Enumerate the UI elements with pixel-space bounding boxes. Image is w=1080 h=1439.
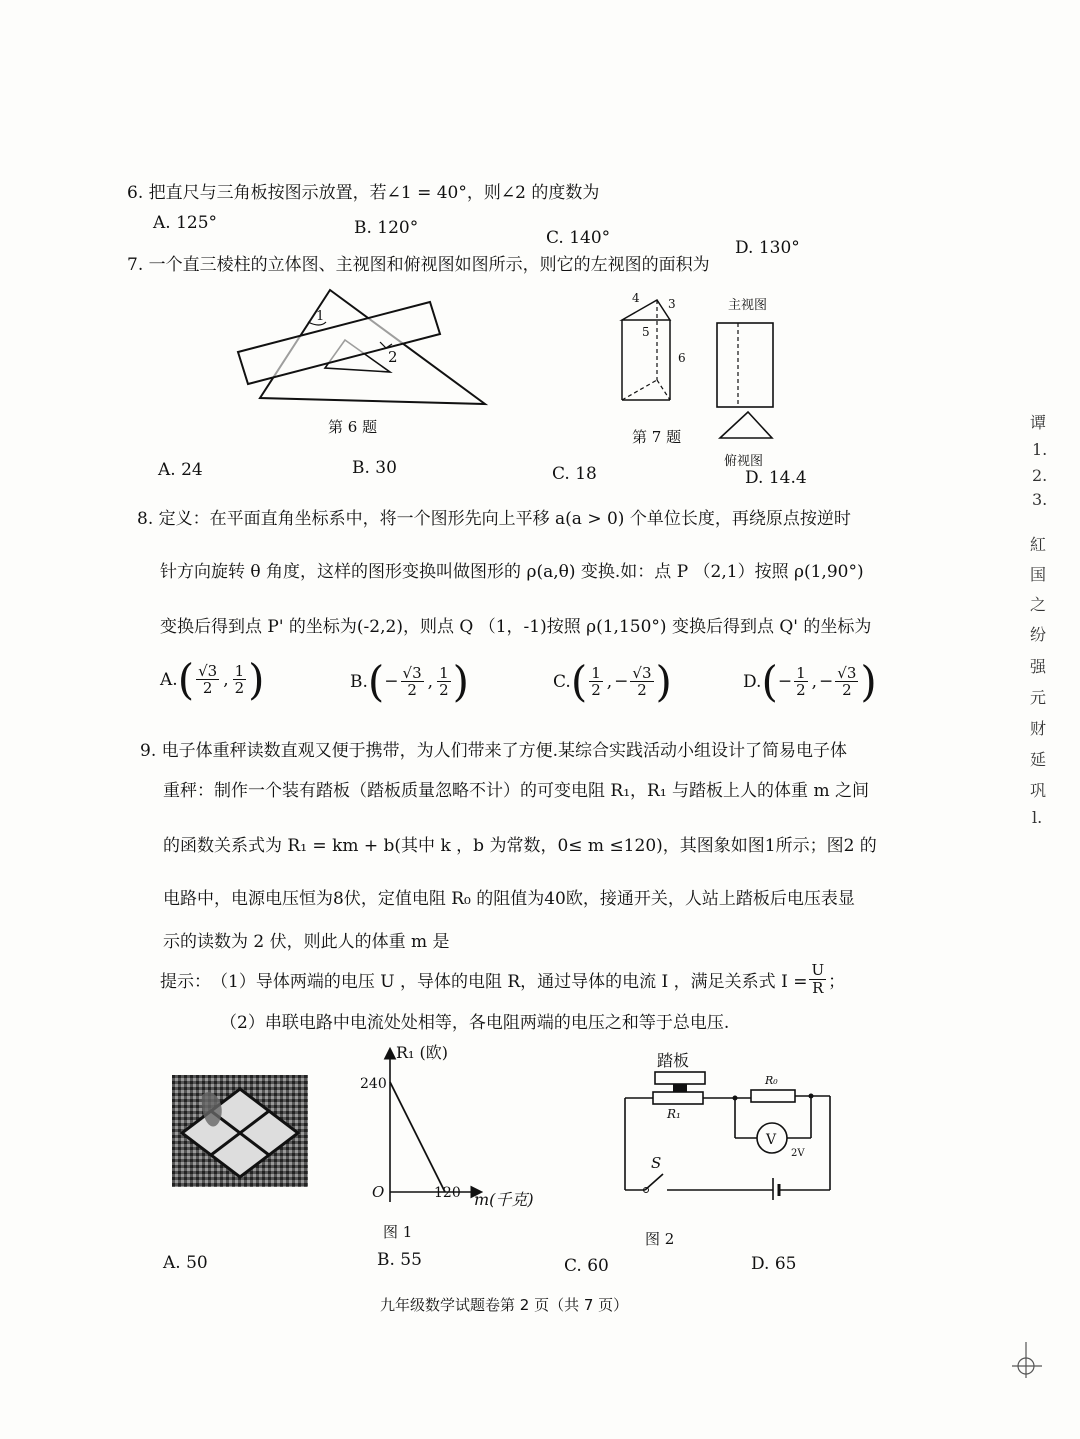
margin-note: 延 [1030, 750, 1047, 769]
fraction [233, 663, 247, 697]
margin-note: 强 [1030, 657, 1047, 676]
fraction [437, 665, 451, 699]
fig1-graph [350, 1042, 550, 1217]
q6-figure [230, 282, 495, 412]
r0-label: R₀ [765, 1074, 778, 1087]
switch-label: S [651, 1154, 662, 1172]
y-component [614, 665, 655, 699]
option-label: D. [743, 671, 762, 692]
option-label: B. [350, 671, 368, 692]
x-component [194, 663, 221, 697]
pedal [655, 1072, 705, 1084]
q9-line5: 示的读数为 2 伏，则此人的体重 m 是 [163, 932, 450, 952]
numerator: √3 [632, 663, 652, 682]
margin-note: 紅 [1030, 535, 1047, 554]
minus-sign: − [819, 671, 834, 691]
q9-option-c: C. 60 [564, 1256, 609, 1276]
q9-option-b: B. 55 [377, 1250, 422, 1270]
front-view-label: 主视图 [728, 298, 768, 313]
q6-option-b: B. 120° [354, 218, 419, 238]
q7-option-b: B. 30 [352, 458, 397, 478]
dim-5: 5 [642, 325, 650, 339]
x-component [587, 665, 605, 699]
fraction [630, 665, 653, 699]
margin-note: 谭 [1030, 413, 1047, 432]
margin-note: 1. [1032, 440, 1048, 459]
y-axis-label: R₁ (欧) [396, 1043, 449, 1062]
q7-option-c: C. 18 [552, 464, 597, 484]
hint-label: 提示： [160, 971, 211, 992]
q7-prism [612, 290, 692, 410]
r1-label: R₁ [667, 1107, 681, 1121]
coordinate-vector: ( − $\frac{1}{2}$ , − $\frac{√3}{2}$ ) [761, 657, 877, 706]
option-label: C. [553, 671, 571, 692]
coordinate-vector: ( − $\frac{√3}{2}$ , $\frac{1}{2}$ ) [367, 657, 469, 706]
scale-photo [172, 1075, 308, 1187]
q6-option-c: C. 140° [546, 228, 611, 248]
denominator: 2 [591, 681, 601, 699]
numerator: √3 [402, 663, 422, 682]
option-label: A. [160, 669, 178, 690]
margin-note: l. [1032, 808, 1043, 827]
minus-sign: − [384, 671, 399, 691]
q8-option-b [350, 657, 469, 706]
numerator: √3 [198, 661, 218, 680]
dim-6: 6 [678, 351, 686, 365]
voltmeter-label: V [766, 1132, 777, 1148]
minus-sign: − [614, 671, 629, 691]
hint1-text: （1）导体两端的电压 U ，导体的电阻 R，通过导体的电流 I ，满足关系式 I = [211, 971, 808, 992]
hint1-fraction [809, 962, 826, 996]
y-component [819, 665, 860, 699]
page-footer: 九年级数学试题卷第 2 页（共 7 页） [380, 1296, 629, 1314]
x-component [778, 665, 810, 699]
pedal-label: 踏板 [657, 1051, 690, 1070]
x-axis-label: m(千克) [474, 1190, 534, 1209]
y-tick-240: 240 [360, 1076, 387, 1092]
y-component [231, 663, 249, 697]
margin-note: 国 [1030, 565, 1047, 584]
q6-stem: 6. 把直尺与三角板按图示放置，若∠1 = 40°，则∠2 的度数为 [127, 183, 600, 203]
q9-hint2: （2）串联电路中电流处处相等，各电阻两端的电压之和等于总电压. [220, 1013, 730, 1033]
numerator: 1 [796, 663, 806, 682]
q7-stem: 7. 一个直三棱柱的立体图、主视图和俯视图如图所示，则它的左视图的面积为 [127, 255, 710, 275]
angle-2-label: 2 [388, 348, 398, 366]
coordinate-vector: ( $\frac{1}{2}$ , − $\frac{√3}{2}$ ) [570, 657, 672, 706]
numerator: √3 [837, 663, 857, 682]
q9-option-a: A. 50 [163, 1253, 208, 1273]
q9-line3: 的函数关系式为 R₁ = km + b(其中 k ，b 为常数，0≤ m ≤120)，其图象如图1所示；图2 的 [163, 836, 877, 856]
coordinate-vector: ( $\frac{√3}{2}$ , $\frac{1}{2}$ ) [177, 655, 265, 704]
x-tick-120: 120 [434, 1185, 461, 1201]
hint1-numerator: U [811, 961, 825, 979]
q9-line4: 电路中，电源电压恒为8伏，定值电阻 R₀ 的阻值为40欧，接通开关，人站上踏板后电压表显 [163, 889, 855, 909]
margin-note: 元 [1030, 688, 1047, 707]
resistor-r0 [751, 1090, 795, 1102]
angle-1-label: 1 [316, 309, 325, 324]
q7-figure-caption: 第 7 题 [632, 428, 682, 446]
x-component [384, 665, 425, 699]
straight-ruler [238, 302, 440, 384]
q9-line1: 9. 电子体重秤读数直观又便于携带，为人们带来了方便.某综合实践活动小组设计了简易电子体 [140, 741, 848, 761]
q6-option-d: D. 130° [735, 238, 800, 258]
margin-note: 财 [1030, 719, 1047, 738]
denominator: 2 [439, 681, 449, 699]
fraction [401, 665, 424, 699]
q8-line2: 针方向旋转 θ 角度，这样的图形变换叫做图形的 ρ(a,θ) 变换.如：点 P （2,1）按照 ρ(1,90°) [160, 562, 864, 582]
margin-note: 巩 [1030, 781, 1047, 800]
fig1-caption: 图 1 [383, 1223, 413, 1241]
denominator: 2 [637, 681, 647, 699]
q6-figure-caption: 第 6 题 [328, 418, 378, 436]
hint1-end: ； [828, 971, 846, 992]
fraction [589, 665, 603, 699]
denominator: 2 [796, 681, 806, 699]
voltmeter-reading: 2V [791, 1148, 805, 1159]
fig2-circuit [615, 1042, 845, 1202]
q7-views [712, 318, 782, 446]
q8-line3: 变换后得到点 P' 的坐标为(-2,2)，则点 Q （1，-1)按照 ρ(1,150°) 变换后得到点 Q' 的坐标为 [160, 617, 872, 637]
r1-line [390, 1082, 445, 1192]
y-component [435, 665, 453, 699]
q8-option-c [553, 657, 672, 706]
q9-line2: 重秤：制作一个装有踏板（踏板质量忽略不计）的可变电阻 R₁，R₁ 与踏板上人的体重 m 之间 [163, 781, 869, 801]
dim-3: 3 [668, 297, 676, 311]
pedal-stem [673, 1084, 687, 1092]
margin-note: 2. [1032, 466, 1048, 485]
q9-hint1 [160, 962, 845, 996]
q8-option-d [743, 657, 877, 706]
fraction [835, 665, 858, 699]
q6-option-a: A. 125° [153, 213, 218, 233]
dim-4: 4 [632, 291, 640, 305]
q9-option-d: D. 65 [751, 1254, 797, 1274]
resistor-r1 [653, 1092, 703, 1104]
top-view-label: 俯视图 [724, 454, 764, 469]
minus-sign: − [777, 671, 793, 691]
fig2-caption: 图 2 [645, 1230, 675, 1248]
q7-option-d: D. 14.4 [745, 468, 807, 488]
margin-note: 纷 [1030, 625, 1047, 644]
margin-note: 之 [1030, 595, 1047, 614]
origin-label: O [372, 1183, 385, 1201]
q7-option-a: A. 24 [158, 460, 203, 480]
q8-option-a [160, 655, 265, 704]
denominator: 2 [202, 679, 213, 697]
numerator: 1 [234, 661, 245, 680]
denominator: 2 [234, 679, 245, 697]
hint1-denominator: R [812, 978, 824, 997]
margin-note: 3. [1032, 490, 1048, 509]
fraction [794, 665, 808, 699]
denominator: 2 [842, 681, 852, 699]
numerator: 1 [591, 663, 601, 682]
denominator: 2 [407, 681, 417, 699]
q8-line1: 8. 定义：在平面直角坐标系中，将一个图形先向上平移 a(a > 0) 个单位长度，再绕原点按逆时 [137, 509, 851, 529]
numerator: 1 [439, 663, 449, 682]
fraction [196, 663, 219, 697]
crop-mark-icon [1008, 1340, 1048, 1380]
